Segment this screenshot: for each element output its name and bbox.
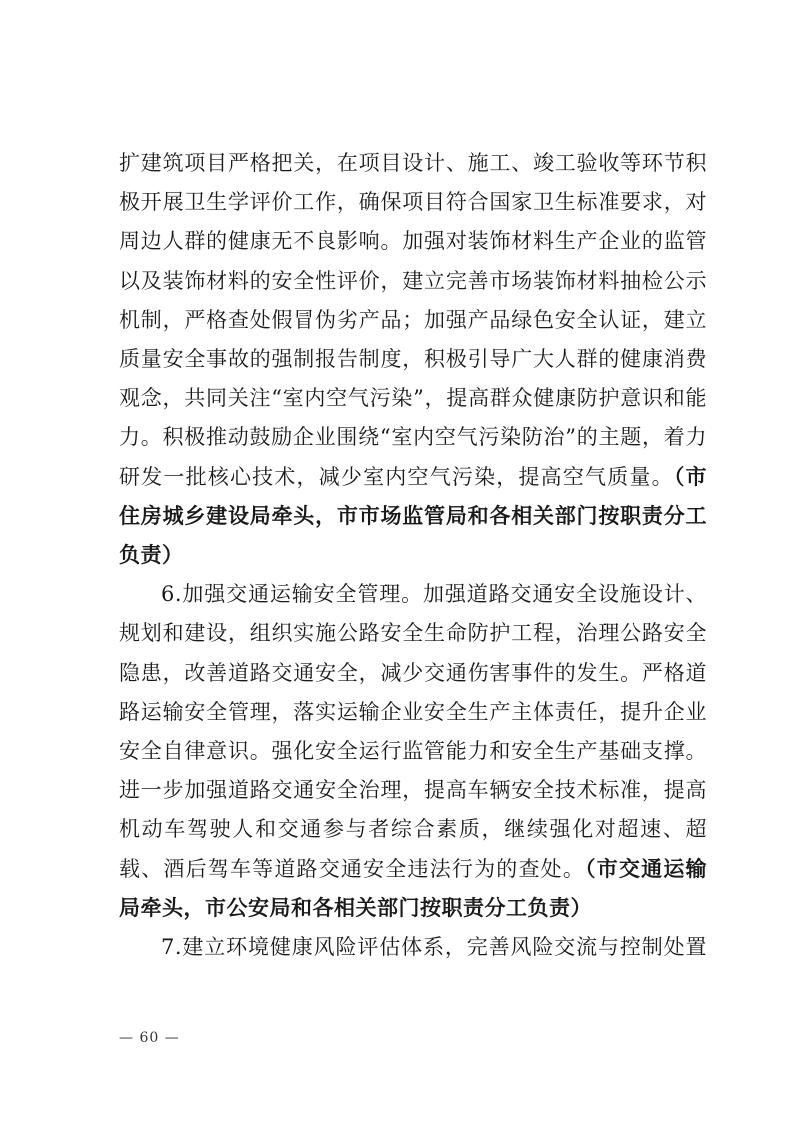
body-text-line: 扩建筑项目严格把关，在项目设计、施工、竣工验收等环节积 <box>119 151 707 175</box>
page-number: — 60 — <box>119 1030 180 1046</box>
body-text-line: 力。积极推动鼓励企业围绕“室内空气污染防治”的主题，着力 <box>119 425 707 449</box>
section-heading-line: 6.加强交通运输安全管理。加强道路交通安全设施设计、 <box>161 582 707 606</box>
body-text-line: 隐患，改善道路交通安全，减少交通伤害事件的发生。严格道 <box>119 661 707 685</box>
body-text-line: 周边人群的健康无不良影响。加强对装饰材料生产企业的监管 <box>119 229 707 253</box>
section-heading-line: 7.建立环境健康风险评估体系，完善风险交流与控制处置 <box>161 935 707 959</box>
responsibility-note-line: 负责） <box>119 542 184 567</box>
body-text-line: 极开展卫生学评价工作，确保项目符合国家卫生标准要求，对 <box>119 190 707 214</box>
body-text-line: 规划和建设，组织实施公路安全生命防护工程，治理公路安全 <box>119 621 707 645</box>
body-text-line: 研发一批核心技术，减少室内空气污染，提高空气质量。（市 <box>119 464 708 489</box>
body-text-line: 机制，严格查处假冒伪劣产品；加强产品绿色安全认证，建立 <box>119 308 707 332</box>
body-text-line: 安全自律意识。强化安全运行监管能力和安全生产基础支撑。 <box>119 739 707 763</box>
body-text-line: 进一步加强道路交通安全治理，提高车辆安全技术标准，提高 <box>119 778 707 802</box>
body-text-line: 载、酒后驾车等道路交通安全违法行为的查处。（市交通运输 <box>119 856 708 881</box>
responsibility-note-line: 住房城乡建设局牵头，市市场监管局和各相关部门按职责分工 <box>119 503 707 528</box>
body-text-line: 机动车驾驶人和交通参与者综合素质，继续强化对超速、超 <box>119 817 707 841</box>
responsibility-note-line: 局牵头，市公安局和各相关部门按职责分工负责） <box>119 895 592 920</box>
body-text-line: 质量安全事故的强制报告制度，积极引导广大人群的健康消费 <box>119 347 707 371</box>
body-text-line: 观念，共同关注“室内空气污染”，提高群众健康防护意识和能 <box>119 386 707 410</box>
body-text-line: 以及装饰材料的安全性评价，建立完善市场装饰材料抽检公示 <box>119 269 707 293</box>
body-text-line: 路运输安全管理，落实运输企业安全生产主体责任，提升企业 <box>119 700 707 724</box>
responsibility-note: （市 <box>673 464 708 489</box>
responsibility-note: （市交通运输 <box>585 856 708 881</box>
